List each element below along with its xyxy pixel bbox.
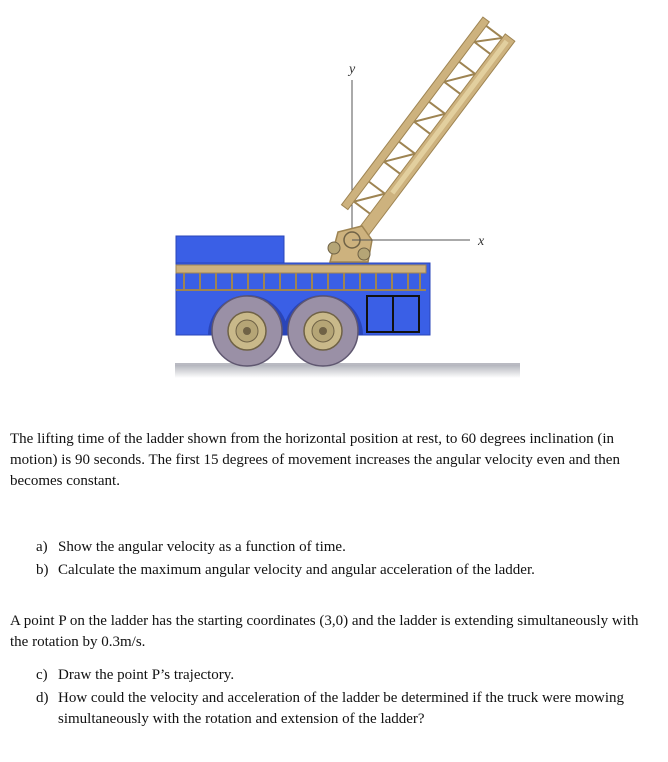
question-item — [36, 560, 656, 581]
ladder-pivot — [328, 226, 372, 262]
question-text: Calculate the maximum angular velocity and angular acceleration of the ladder. — [58, 562, 535, 578]
truck-upper-block — [176, 236, 284, 266]
question-label: c) — [36, 667, 48, 683]
ground — [175, 364, 520, 378]
question-text: Draw the point P’s trajectory. — [58, 667, 235, 683]
x-axis-label: x — [478, 234, 485, 249]
question-text: How could the velocity and acceleration of the ladder be determined if the truck were mowing simultaneously with the rotation and extension of the ladder? — [58, 690, 625, 727]
question-item — [36, 665, 656, 686]
rear-wheel — [212, 296, 282, 366]
question-label: a) — [36, 539, 48, 555]
question-list-2 — [36, 665, 656, 732]
front-wheel — [288, 296, 358, 366]
y-axis-label: y — [349, 62, 356, 77]
question-text: Show the angular velocity as a function of time. — [58, 539, 346, 555]
point-description: A point P on the ladder has the starting coordinates (3,0) and the ladder is extending simultaneously with the rotation by 0.3m/s. — [10, 613, 639, 650]
truck-side-rail — [176, 265, 426, 273]
question-item — [36, 688, 656, 730]
ladder — [329, 17, 514, 245]
problem-intro: The lifting time of the ladder shown from the horizontal position at rest, to 60 degrees inclination (in motion) is 90 seconds. The first 15 degrees of movement increases the angular velocity even and then becomes constant. — [10, 431, 620, 489]
question-item — [36, 537, 656, 558]
question-label: b) — [36, 562, 49, 578]
question-list-1 — [36, 537, 656, 583]
question-label: d) — [36, 690, 49, 706]
